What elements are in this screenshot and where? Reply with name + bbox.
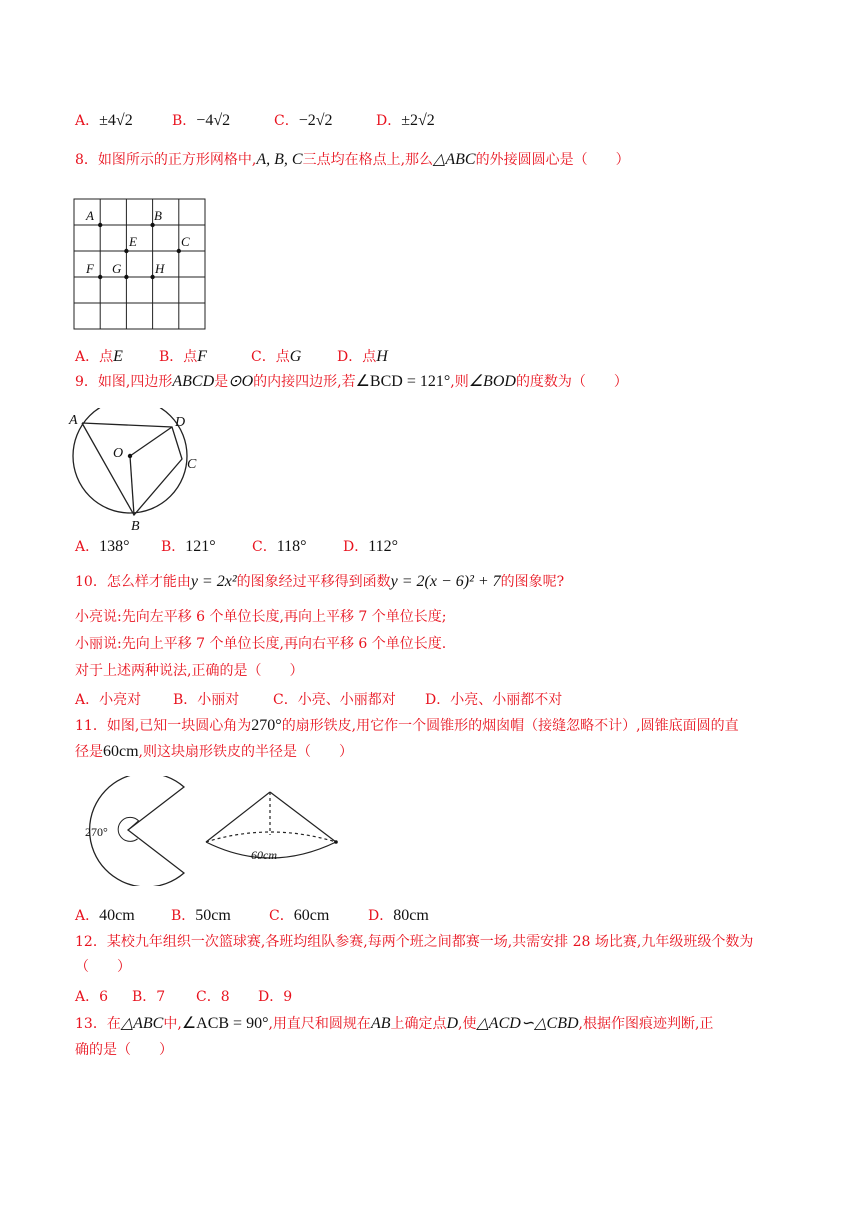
- q12-option-a: A．6: [75, 989, 109, 1005]
- q11-stem-line-2: 径是60cm,则这块扇形铁皮的半径是（ ）: [75, 743, 353, 760]
- q10-line-3: 小丽说:先向上平移 7 个单位长度,再向右平移 6 个单位长度.: [75, 636, 447, 652]
- q12-option-d: D．9: [258, 989, 293, 1005]
- label-a: A: [69, 413, 78, 428]
- label-f: F: [86, 261, 94, 276]
- label-a: A: [86, 208, 94, 223]
- q8-stem: 8．如图所示的正方形网格中,A, B, C三点均在格点上,那么△ABC的外接圆圆心是（ ）: [75, 151, 630, 168]
- q8-option-b: B．点F: [159, 348, 208, 365]
- q13-stem-line-1: 13．在△ABC中,∠ACB = 90°,用直尺和圆规在AB上确定点D,使△ACD∽△CBD,根据作图痕迹判断,正: [75, 1015, 714, 1032]
- q10-option-a: A．小亮对: [75, 692, 142, 708]
- point-g: [124, 275, 128, 279]
- label-c: C: [187, 457, 197, 472]
- q8-option-d: D．点H: [337, 348, 388, 365]
- q10-line-4: 对于上述两种说法,正确的是（ ）: [75, 663, 304, 679]
- label-o: O: [113, 446, 124, 461]
- label-c: C: [181, 234, 190, 249]
- q7-option-c: C．−2√2: [274, 112, 333, 129]
- q11-option-b: B．50cm: [171, 907, 231, 924]
- q9-option-d: D．112°: [343, 538, 399, 555]
- q10-option-b: B．小丽对: [173, 692, 240, 708]
- q12-option-b: B．7: [132, 989, 166, 1005]
- q10-option-c: C．小亮、小丽都对: [273, 692, 396, 708]
- q11-option-d: D．80cm: [368, 907, 429, 924]
- q11-cone-figure: [200, 786, 350, 871]
- center-o: [128, 454, 132, 458]
- q7-option-d: D．±2√2: [376, 112, 435, 129]
- q8-option-c: C．点G: [251, 348, 302, 365]
- q7-option-a: A．±4√2: [75, 112, 133, 129]
- label-d: D: [175, 415, 186, 430]
- q10-stem: 10．怎么样才能由y = 2x²的图象经过平移得到函数y = 2(x − 6)² + 7的图象呢?: [75, 573, 565, 590]
- q12-stem-line-2: （ ）: [75, 959, 131, 975]
- label-b: B: [154, 208, 162, 223]
- q11-sector-figure: [65, 776, 185, 886]
- q11-option-c: C．60cm: [269, 907, 330, 924]
- q9-option-c: C．118°: [252, 538, 307, 555]
- point-c: [177, 249, 181, 253]
- q10-option-d: D．小亮、小丽都不对: [425, 692, 563, 708]
- sector-angle-label: 270°: [85, 825, 108, 839]
- q7-option-b: B．−4√2: [172, 112, 231, 129]
- q9-option-b: B．121°: [161, 538, 216, 555]
- q11-option-a: A．40cm: [75, 907, 135, 924]
- label-h: H: [155, 261, 165, 276]
- q9-circle-figure: [65, 408, 205, 533]
- q11-stem-line-1: 11．如图,已知一块圆心角为270°的扇形铁皮,用它作一个圆锥形的烟囱帽（接缝忽略不计）,圆锥底面圆的直: [75, 717, 739, 734]
- label-b: B: [131, 519, 140, 533]
- point-f: [98, 275, 102, 279]
- q8-grid-figure: [70, 195, 210, 335]
- q13-stem-line-2: 确的是（ ）: [75, 1042, 173, 1058]
- q8-option-a: A．点E: [75, 348, 123, 365]
- q9-stem: 9．如图,四边形ABCD是⊙O的内接四边形,若∠BCD = 121°,则∠BOD的度数为（ ）: [75, 373, 628, 390]
- cone-diameter-label: 60cm: [251, 848, 277, 862]
- q9-option-a: A．138°: [75, 538, 130, 555]
- point-e: [124, 249, 128, 253]
- point-a: [98, 223, 102, 227]
- q12-stem-line-1: 12．某校九年组织一次篮球赛,各班均组队参赛,每两个班之间都赛一场,共需安排 28 场比赛,九年级班级个数为: [75, 934, 754, 950]
- label-g: G: [112, 261, 122, 276]
- point-b: [150, 223, 154, 227]
- q12-option-c: C．8: [196, 989, 230, 1005]
- label-e: E: [129, 234, 137, 249]
- q10-line-2: 小亮说:先向左平移 6 个单位长度,再向上平移 7 个单位长度;: [75, 609, 447, 625]
